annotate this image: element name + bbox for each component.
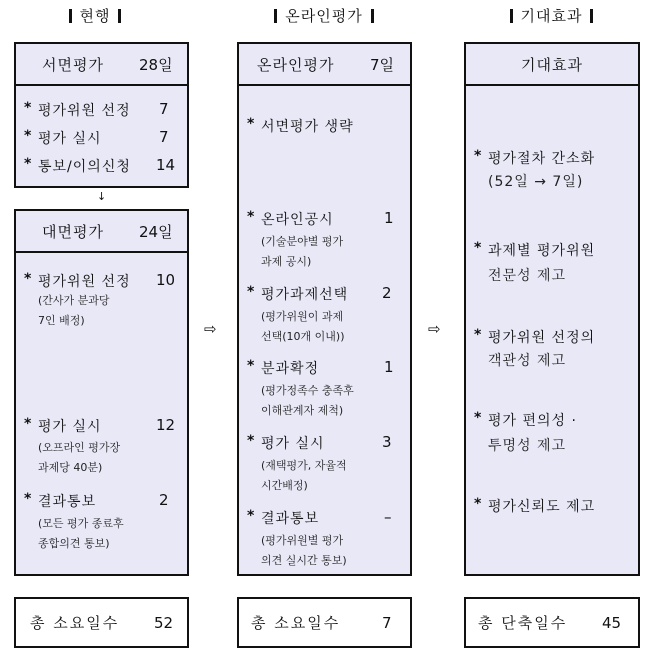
online-item-5-value: – (384, 508, 392, 526)
bullet-icon: * (247, 209, 255, 225)
effect-item-5-line1: 평가신뢰도 제고 (488, 499, 596, 515)
face-item-3 (24, 491, 96, 511)
online-item-3-note1: (평가정족수 충족후 (261, 384, 354, 397)
effect-item-1-line1: 평가절차 간소화 (488, 151, 596, 167)
online-total-label: 총 소요일수 (251, 614, 341, 632)
arrow-right-icon: ⇨ (204, 320, 217, 338)
online-item-3 (247, 358, 319, 378)
effect-total-value-wrap (602, 599, 621, 646)
written-item-2 (24, 128, 102, 148)
current-total-value-wrap (154, 599, 173, 646)
column-title-online (237, 4, 411, 28)
face-item-1-note1: (간사가 분과당 (38, 294, 110, 307)
written-item-3 (24, 156, 131, 176)
online-eval-header (239, 44, 410, 86)
written-item-1-value: 7 (159, 100, 169, 118)
face-item-2-value: 12 (156, 416, 176, 434)
written-eval-box (14, 42, 189, 188)
face-eval-days: 24일 (139, 222, 173, 241)
online-total-value: 7 (382, 613, 392, 632)
effect-item-3-line2: 객관성 제고 (488, 353, 567, 369)
bullet-icon: * (474, 410, 482, 426)
bullet-icon: * (474, 496, 482, 512)
effect-total-box (464, 597, 640, 648)
effect-item-2-line1: 과제별 평가위원 (488, 243, 596, 259)
online-item-1-note2: 과제 공시) (261, 255, 312, 268)
bullet-icon: * (474, 240, 482, 256)
face-item-2 (24, 416, 102, 436)
bullet-icon: * (24, 491, 32, 507)
online-item-5-note2: 의견 실시간 통보) (261, 554, 347, 567)
online-item-1 (247, 209, 334, 229)
effect-item-4-line2: 투명성 제고 (488, 438, 567, 454)
online-item-4-note2: 시간배정) (261, 479, 308, 492)
written-item-2-value: 7 (159, 128, 169, 146)
title-bar-left (510, 9, 513, 23)
face-item-3-note2: 종합의견 통보) (38, 537, 110, 550)
online-item-5-label: 결과통보 (261, 511, 320, 527)
bullet-icon: * (247, 116, 255, 132)
effect-total-value: 45 (602, 613, 622, 632)
face-item-3-note1: (모든 평가 종료후 (38, 517, 124, 530)
face-eval-box (14, 209, 189, 576)
face-item-1-note2: 7인 배정) (38, 314, 85, 327)
online-item-2-label: 평가과제선택 (261, 287, 349, 303)
bullet-icon: * (247, 284, 255, 300)
face-item-2-label: 평가 실시 (38, 419, 102, 435)
online-item-1-value: 1 (384, 209, 394, 227)
bullet-icon: * (24, 128, 32, 144)
online-item-4-label: 평가 실시 (261, 436, 325, 452)
bullet-icon: * (24, 416, 32, 432)
arrow-down-icon: ↓ (97, 190, 107, 203)
bullet-icon: * (247, 358, 255, 374)
written-item-2-label: 평가 실시 (38, 131, 102, 147)
current-total-box (14, 597, 189, 648)
written-eval-days: 28일 (139, 55, 173, 74)
online-item-2-value: 2 (382, 284, 392, 302)
online-eval-title: 온라인평가 (257, 55, 335, 74)
online-item-4-note1: (재택평가, 자율적 (261, 459, 347, 472)
effect-item-5 (474, 496, 595, 516)
written-eval-title: 서면평가 (42, 55, 104, 74)
online-item-5-note1: (평가위원별 평가 (261, 534, 344, 547)
column-title-online-text: 온라인평가 (285, 7, 363, 25)
online-item-2-note2: 선택(10개 이내)) (261, 330, 345, 343)
effect-total-label-wrap (478, 599, 567, 646)
online-item-4-value: 3 (382, 433, 392, 451)
face-item-2-note1: (오프라인 평가장 (38, 441, 121, 454)
effect-item-1 (474, 148, 595, 168)
bullet-icon: * (474, 148, 482, 164)
effect-title: 기대효과 (521, 55, 583, 74)
written-item-3-label: 통보/이의신청 (38, 159, 131, 175)
online-item-2-note1: (평가위원이 과제 (261, 310, 344, 323)
title-bar-right (371, 9, 374, 23)
online-total-box (237, 597, 412, 648)
face-item-2-note2: 과제당 40분) (38, 461, 103, 474)
online-item-5 (247, 508, 319, 528)
effect-item-1-line2: (52일 → 7일) (488, 174, 584, 190)
effect-item-4 (474, 410, 577, 430)
online-item-3-label: 분과확정 (261, 361, 320, 377)
title-bar-left (69, 9, 72, 23)
arrow-right-icon: ⇨ (428, 320, 441, 338)
written-item-3-value: 14 (156, 156, 176, 174)
face-eval-header (16, 211, 187, 253)
title-bar-right (590, 9, 593, 23)
written-eval-header (16, 44, 187, 86)
effect-box (464, 42, 640, 576)
online-total-label-wrap (251, 599, 340, 646)
online-total-value-wrap (382, 599, 392, 646)
face-item-3-value: 2 (159, 491, 169, 509)
written-item-1 (24, 100, 131, 120)
effect-header (466, 44, 638, 86)
bullet-icon: * (24, 271, 32, 287)
face-item-1 (24, 271, 131, 291)
online-item-1-note1: (기술분야별 평가 (261, 235, 344, 248)
bullet-icon: * (24, 156, 32, 172)
effect-item-3-line1: 평가위원 선정의 (488, 330, 596, 346)
column-title-current (14, 4, 176, 28)
online-eval-box (237, 42, 412, 576)
online-item-4 (247, 433, 325, 453)
online-omit-item (247, 116, 354, 136)
current-total-value: 52 (154, 613, 174, 632)
online-item-3-note2: 이해관계자 제척) (261, 404, 344, 417)
online-eval-days: 7일 (370, 55, 395, 74)
online-item-1-label: 온라인공시 (261, 212, 334, 228)
online-item-2 (247, 284, 348, 304)
effect-item-2 (474, 240, 595, 260)
bullet-icon: * (474, 327, 482, 343)
bullet-icon: * (247, 433, 255, 449)
effect-item-3 (474, 327, 595, 347)
bullet-icon: * (24, 100, 32, 116)
face-item-1-label: 평가위원 선정 (38, 274, 131, 290)
bullet-icon: * (247, 508, 255, 524)
current-total-label: 총 소요일수 (30, 614, 120, 632)
face-item-3-label: 결과통보 (38, 494, 97, 510)
effect-item-4-line1: 평가 편의성 · (488, 413, 577, 429)
current-total-label-wrap (30, 599, 119, 646)
online-omit-label: 서면평가 생략 (261, 119, 354, 135)
column-title-effect-text: 기대효과 (520, 7, 583, 25)
effect-total-label: 총 단축일수 (478, 614, 568, 632)
written-item-1-label: 평가위원 선정 (38, 103, 131, 119)
online-item-3-value: 1 (384, 358, 394, 376)
title-bar-right (118, 9, 121, 23)
face-eval-title: 대면평가 (42, 222, 104, 241)
title-bar-left (274, 9, 277, 23)
face-item-1-value: 10 (156, 271, 176, 289)
effect-item-2-line2: 전문성 제고 (488, 268, 567, 284)
column-title-effect (464, 4, 639, 28)
column-title-current-text: 현행 (79, 7, 111, 25)
